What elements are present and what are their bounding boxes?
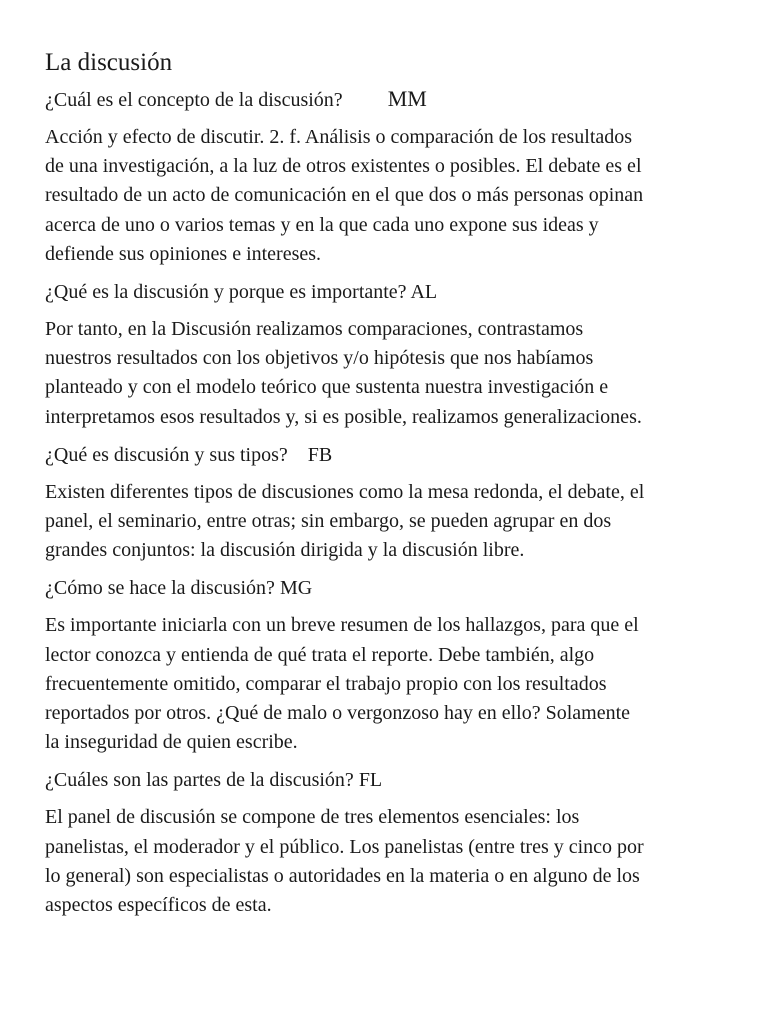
- answer-line: reportados por otros. ¿Qué de malo o vergonzoso hay en ello? Solamente: [45, 702, 631, 725]
- answer-line: Es importante iniciarla con un breve resumen de los hallazgos, para que el: [45, 614, 639, 637]
- section-3: [45, 442, 735, 566]
- answer-line: Por tanto, en la Discusión realizamos comparaciones, contrastamos: [45, 318, 584, 341]
- answer-line: grandes conjuntos: la discusión dirigida y la discusión libre.: [45, 539, 525, 562]
- author-initials: FL: [358, 769, 383, 792]
- author-initials: MG: [279, 577, 313, 600]
- answer-line: nuestros resultados con los objetivos y/o hipótesis que nos habíamos: [45, 347, 594, 370]
- answer-line: Acción y efecto de discutir. 2. f. Análisis o comparación de los resultados: [45, 126, 633, 148]
- answer-1: [45, 123, 735, 269]
- author-initials: AL: [410, 281, 438, 304]
- answer-line: panel, el seminario, entre otras; sin embargo, se pueden agrupar en dos: [45, 510, 612, 533]
- answer-4: [45, 611, 735, 757]
- answer-line: planteado y con el modelo teórico que sustenta nuestra investigación e: [45, 376, 609, 399]
- author-initials: MM: [387, 86, 427, 111]
- question-4: [45, 575, 735, 601]
- answer-2: [45, 315, 735, 432]
- answer-line: resultado de un acto de comunicación en el que dos o más personas opinan: [45, 184, 644, 207]
- question-5: [45, 767, 735, 793]
- answer-line: frecuentemente omitido, comparar el trabajo propio con los resultados: [45, 672, 607, 695]
- section-1: [45, 86, 735, 269]
- answer-line: aspectos específicos de esta.: [45, 894, 272, 917]
- section-2: [45, 279, 735, 432]
- question-text: ¿Qué es la discusión y porque es importante?: [45, 281, 407, 304]
- question-3: [45, 442, 735, 468]
- section-5: [45, 767, 735, 920]
- answer-line: interpretamos esos resultados y, si es posible, realizamos generalizaciones.: [45, 405, 642, 428]
- answer-3: [45, 478, 735, 566]
- author-initials: FB: [307, 443, 333, 466]
- question-text: ¿Cuáles son las partes de la discusión?: [45, 769, 354, 792]
- section-4: [45, 575, 735, 757]
- document-title: La discusión: [45, 49, 173, 76]
- question-1: [45, 86, 735, 113]
- question-2: [45, 279, 735, 305]
- answer-line: la inseguridad de quien escribe.: [45, 731, 298, 754]
- answer-line: panelistas, el moderador y el público. Los panelistas (entre tres y cinco por: [45, 835, 644, 858]
- answer-line: acerca de uno o varios temas y en la que cada uno expone sus ideas y: [45, 213, 599, 236]
- answer-line: de una investigación, a la luz de otros existentes o posibles. El debate es el: [45, 155, 642, 178]
- question-text: ¿Cómo se hace la discusión?: [45, 577, 275, 600]
- answer-line: lo general) son especialistas o autoridades en la materia o en alguno de los: [45, 864, 640, 887]
- answer-line: defiende sus opiniones e intereses.: [45, 242, 322, 265]
- answer-line: Existen diferentes tipos de discusiones como la mesa redonda, el debate, el: [45, 480, 645, 503]
- question-text: ¿Qué es discusión y sus tipos?: [45, 443, 288, 466]
- answer-line: lector conozca y entienda de qué trata el reporte. Debe también, algo: [45, 643, 595, 666]
- document-page: [45, 48, 735, 930]
- answer-line: El panel de discusión se compone de tres elementos esenciales: los: [45, 806, 580, 829]
- question-text: ¿Cuál es el concepto de la discusión?: [45, 89, 343, 111]
- answer-5: [45, 803, 735, 920]
